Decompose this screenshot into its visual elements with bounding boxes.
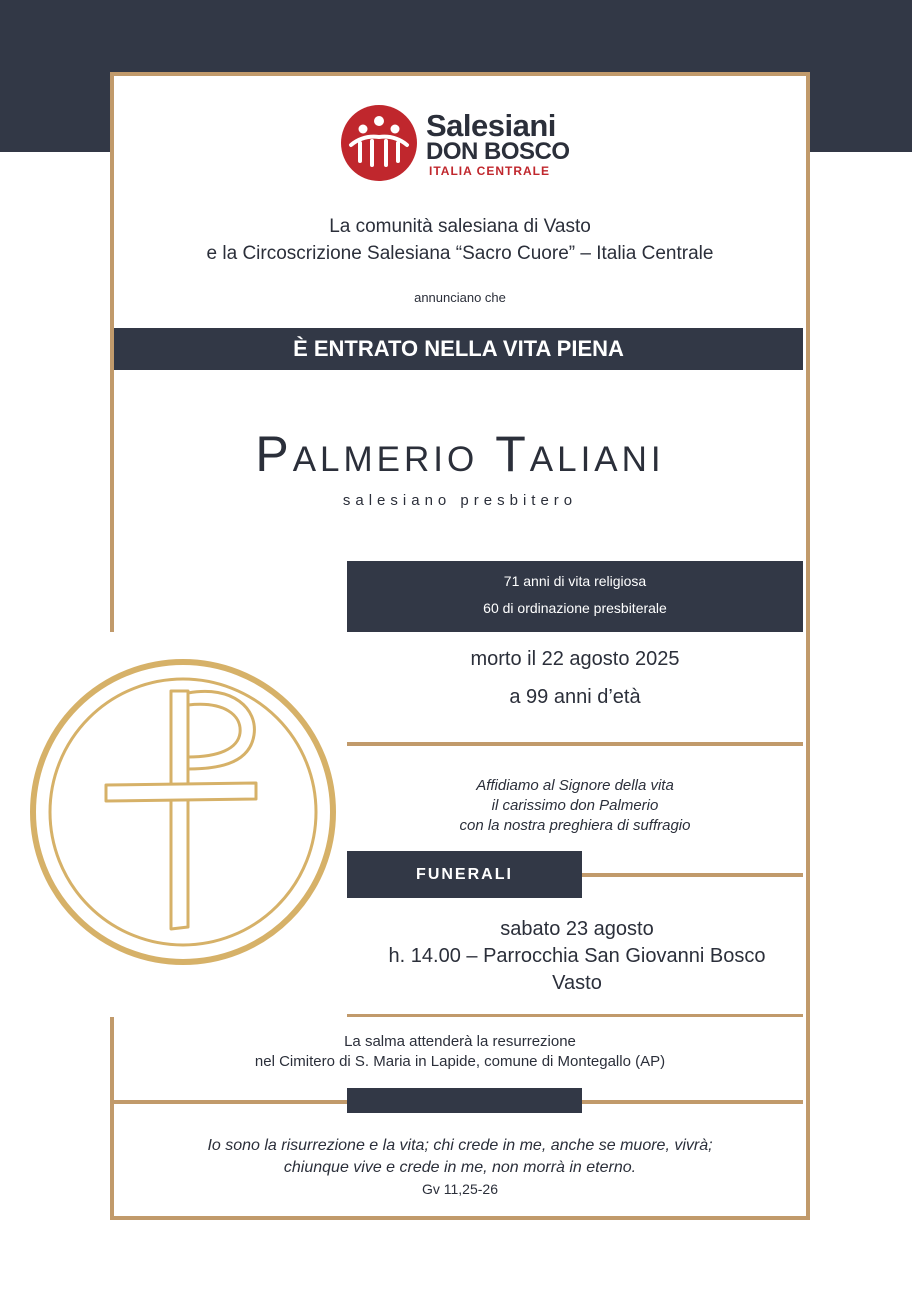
- years-line-2: 60 di ordinazione presbiterale: [483, 600, 667, 616]
- death-age: a 99 anni d’età: [509, 686, 641, 708]
- funeral-label: FUNERALI: [416, 866, 513, 883]
- person-name: Palmerio Taliani: [255, 426, 665, 482]
- logo-line-1: Salesiani: [426, 108, 556, 143]
- chi-rho-cross-icon: [28, 657, 338, 967]
- person-role: salesiano presbitero: [342, 492, 578, 509]
- title-banner: [114, 328, 803, 370]
- logo-line-2: DON BOSCO: [426, 138, 570, 165]
- death-date: morto il 22 agosto 2025: [470, 648, 680, 670]
- funeral-city: Vasto: [552, 972, 602, 994]
- logo-line-3: ITALIA CENTRALE: [429, 164, 550, 178]
- burial-line-2: nel Cimitero di S. Maria in Lapide, comune di Montegallo (AP): [254, 1053, 666, 1070]
- burial-line-1: La salma attenderà la resurrezione: [344, 1033, 576, 1050]
- intro-line-1: La comunità salesiana di Vasto: [329, 216, 591, 237]
- prayer-line-1: Affidiamo al Signore della vita: [476, 777, 674, 794]
- funeral-banner: [347, 851, 582, 898]
- years-banner: [347, 561, 803, 632]
- divider-1: [347, 742, 803, 746]
- announce-text: annunciano che: [414, 290, 506, 305]
- banner-title: È ENTRATO NELLA VITA PIENA: [293, 336, 624, 361]
- quote-reference: Gv 11,25-26: [421, 1181, 498, 1197]
- quote-line-1: Io sono la risurrezione e la vita; chi crede in me, anche se muore, vivrà;: [207, 1137, 713, 1154]
- funeral-date: sabato 23 agosto: [500, 918, 654, 940]
- funeral-place: h. 14.00 – Parrocchia San Giovanni Bosco: [388, 945, 766, 967]
- divider-2: [347, 1014, 803, 1017]
- prayer-line-3: con la nostra preghiera di suffragio: [459, 817, 691, 834]
- salesian-people-icon: [341, 105, 417, 181]
- prayer-line-2: il carissimo don Palmerio: [491, 797, 659, 814]
- small-banner: [347, 1088, 582, 1113]
- divider-funeral: [582, 873, 803, 877]
- quote-line-2: chiunque vive e crede in me, non morrà in eterno.: [283, 1159, 637, 1176]
- intro-line-2: e la Circoscrizione Salesiana “Sacro Cuore” – Italia Centrale: [206, 243, 714, 264]
- years-line-1: 71 anni di vita religiosa: [503, 573, 647, 589]
